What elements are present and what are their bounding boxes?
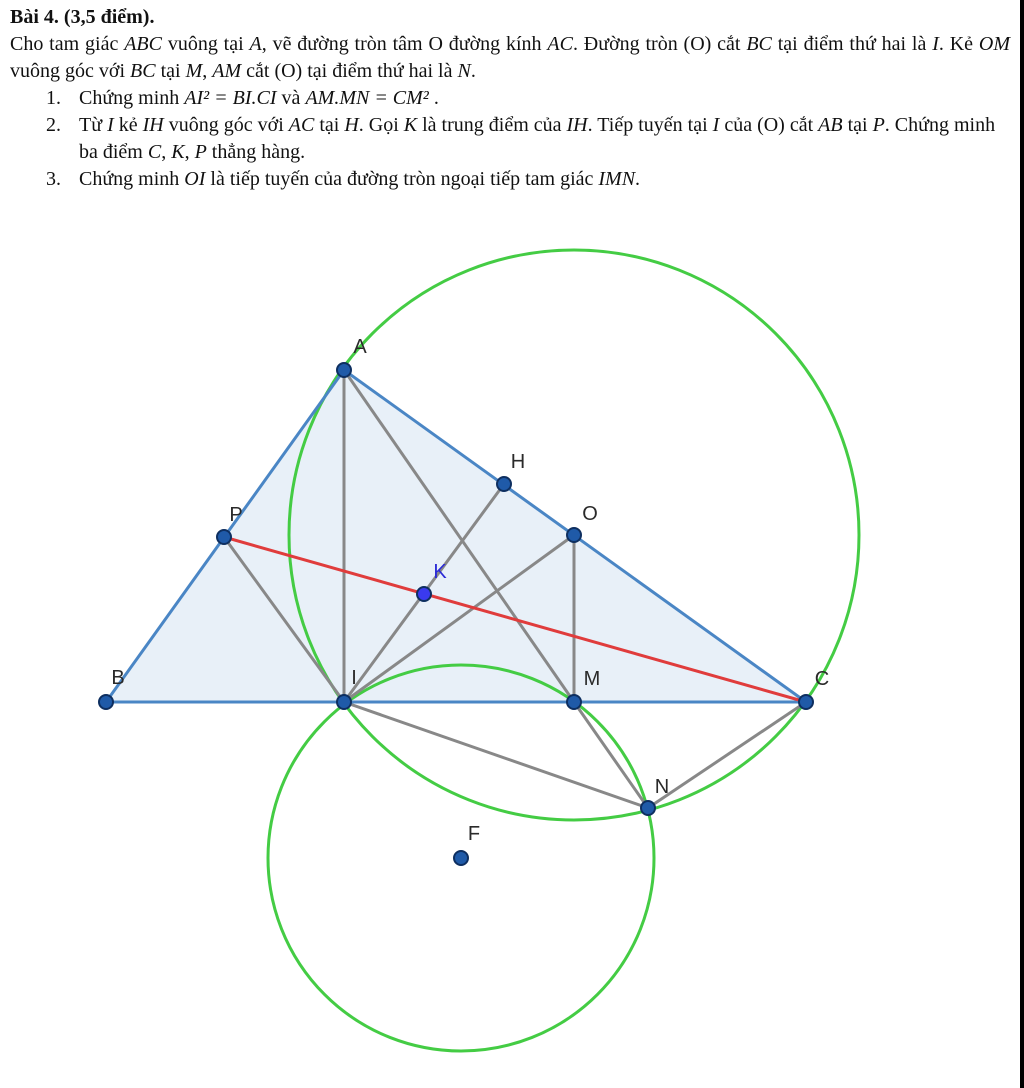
math-term: AI² = BI.CI	[184, 87, 277, 109]
label-m: M	[583, 668, 601, 690]
label-i: I	[351, 667, 357, 689]
task-number: 1.	[46, 87, 61, 109]
text-run: . Tiếp tuyến tại	[587, 114, 713, 136]
triangle-abc	[106, 370, 806, 702]
math-term: H	[344, 114, 359, 136]
math-term: C	[147, 141, 162, 163]
math-term: P	[194, 141, 207, 163]
text-run: là trung điểm của	[417, 114, 567, 136]
text-run: tại	[314, 114, 345, 136]
text-run: Từ	[79, 114, 108, 136]
point-i	[337, 695, 351, 709]
math-term: AM.MN = CM²	[305, 87, 429, 109]
text-run: của (O) cắt	[719, 114, 819, 136]
text-run: tại	[155, 60, 186, 82]
text-run: tại điểm thứ hai là	[771, 33, 933, 55]
point-h	[497, 477, 511, 491]
text-run: thẳng hàng.	[206, 141, 306, 163]
math-term: I	[107, 114, 114, 136]
label-c: C	[814, 668, 830, 690]
label-n: N	[654, 776, 670, 798]
point-a	[337, 363, 351, 377]
text-run: .	[470, 60, 476, 82]
text-run: ,	[161, 141, 172, 163]
label-b: B	[111, 667, 125, 689]
text-run: .	[635, 168, 641, 190]
text-run: tại	[842, 114, 873, 136]
point-p	[217, 530, 231, 544]
point-f	[454, 851, 468, 865]
text-run: là tiếp tuyến của đường tròn ngoại tiếp tam giác	[205, 168, 599, 190]
label-p: P	[229, 504, 243, 526]
point-k	[417, 587, 431, 601]
segment-nc	[648, 702, 806, 808]
math-term: AB	[818, 114, 843, 136]
label-o: O	[582, 503, 598, 525]
text-run: vuông góc với	[163, 114, 289, 136]
label-h: H	[510, 451, 526, 473]
text-run: vuông tại	[161, 33, 250, 55]
math-term: OI	[184, 168, 206, 190]
point-n	[641, 801, 655, 815]
math-term: I	[932, 33, 939, 55]
math-term: BC	[746, 33, 772, 55]
text-run: Chứng minh	[79, 168, 185, 190]
point-c	[799, 695, 813, 709]
text-run: ,	[202, 60, 213, 82]
math-term: AC	[547, 33, 573, 55]
text-run: . Gọi	[358, 114, 404, 136]
text-run: cắt (O) tại điểm thứ hai là	[241, 60, 458, 82]
text-run: kẻ	[113, 114, 143, 136]
text-run: , vẽ đường tròn tâm O đường kính	[261, 33, 548, 55]
label-f: F	[467, 823, 481, 845]
task-number: 2.	[46, 114, 61, 136]
math-term: BC	[130, 60, 156, 82]
point-o	[567, 528, 581, 542]
math-term: K	[171, 141, 185, 163]
point-b	[99, 695, 113, 709]
text-run: Cho tam giác	[10, 33, 125, 55]
segment-in	[344, 702, 648, 808]
text-run: .	[428, 87, 439, 109]
text-run: ,	[184, 141, 195, 163]
text-run: Chứng minh	[79, 87, 185, 109]
math-term: A	[249, 33, 262, 55]
label-k: K	[433, 561, 447, 583]
text-run: . Kẻ	[938, 33, 979, 55]
task-number: 3.	[46, 168, 61, 190]
math-term: AM	[212, 60, 242, 82]
text-run: . Đường tròn (O) cắt	[572, 33, 747, 55]
math-term: AC	[288, 114, 315, 136]
math-term: P	[872, 114, 885, 136]
math-term: IH	[566, 114, 588, 136]
math-term: OM	[978, 33, 1010, 55]
math-term: IH	[142, 114, 164, 136]
point-m	[567, 695, 581, 709]
text-run: vuông góc với	[10, 60, 131, 82]
text-run: và	[276, 87, 306, 109]
math-term: N	[457, 60, 471, 82]
math-term: I	[712, 114, 720, 136]
math-term: ABC	[124, 33, 162, 55]
math-term: K	[403, 114, 418, 136]
problem-points: (3,5 điểm).	[63, 6, 155, 28]
text-run: . Chứng minh ba điểm	[79, 114, 996, 163]
problem-number: Bài 4.	[10, 6, 59, 28]
math-term: M	[185, 60, 203, 82]
label-a: A	[353, 336, 367, 358]
math-term: IMN	[598, 168, 636, 190]
segment-mn	[574, 702, 648, 808]
